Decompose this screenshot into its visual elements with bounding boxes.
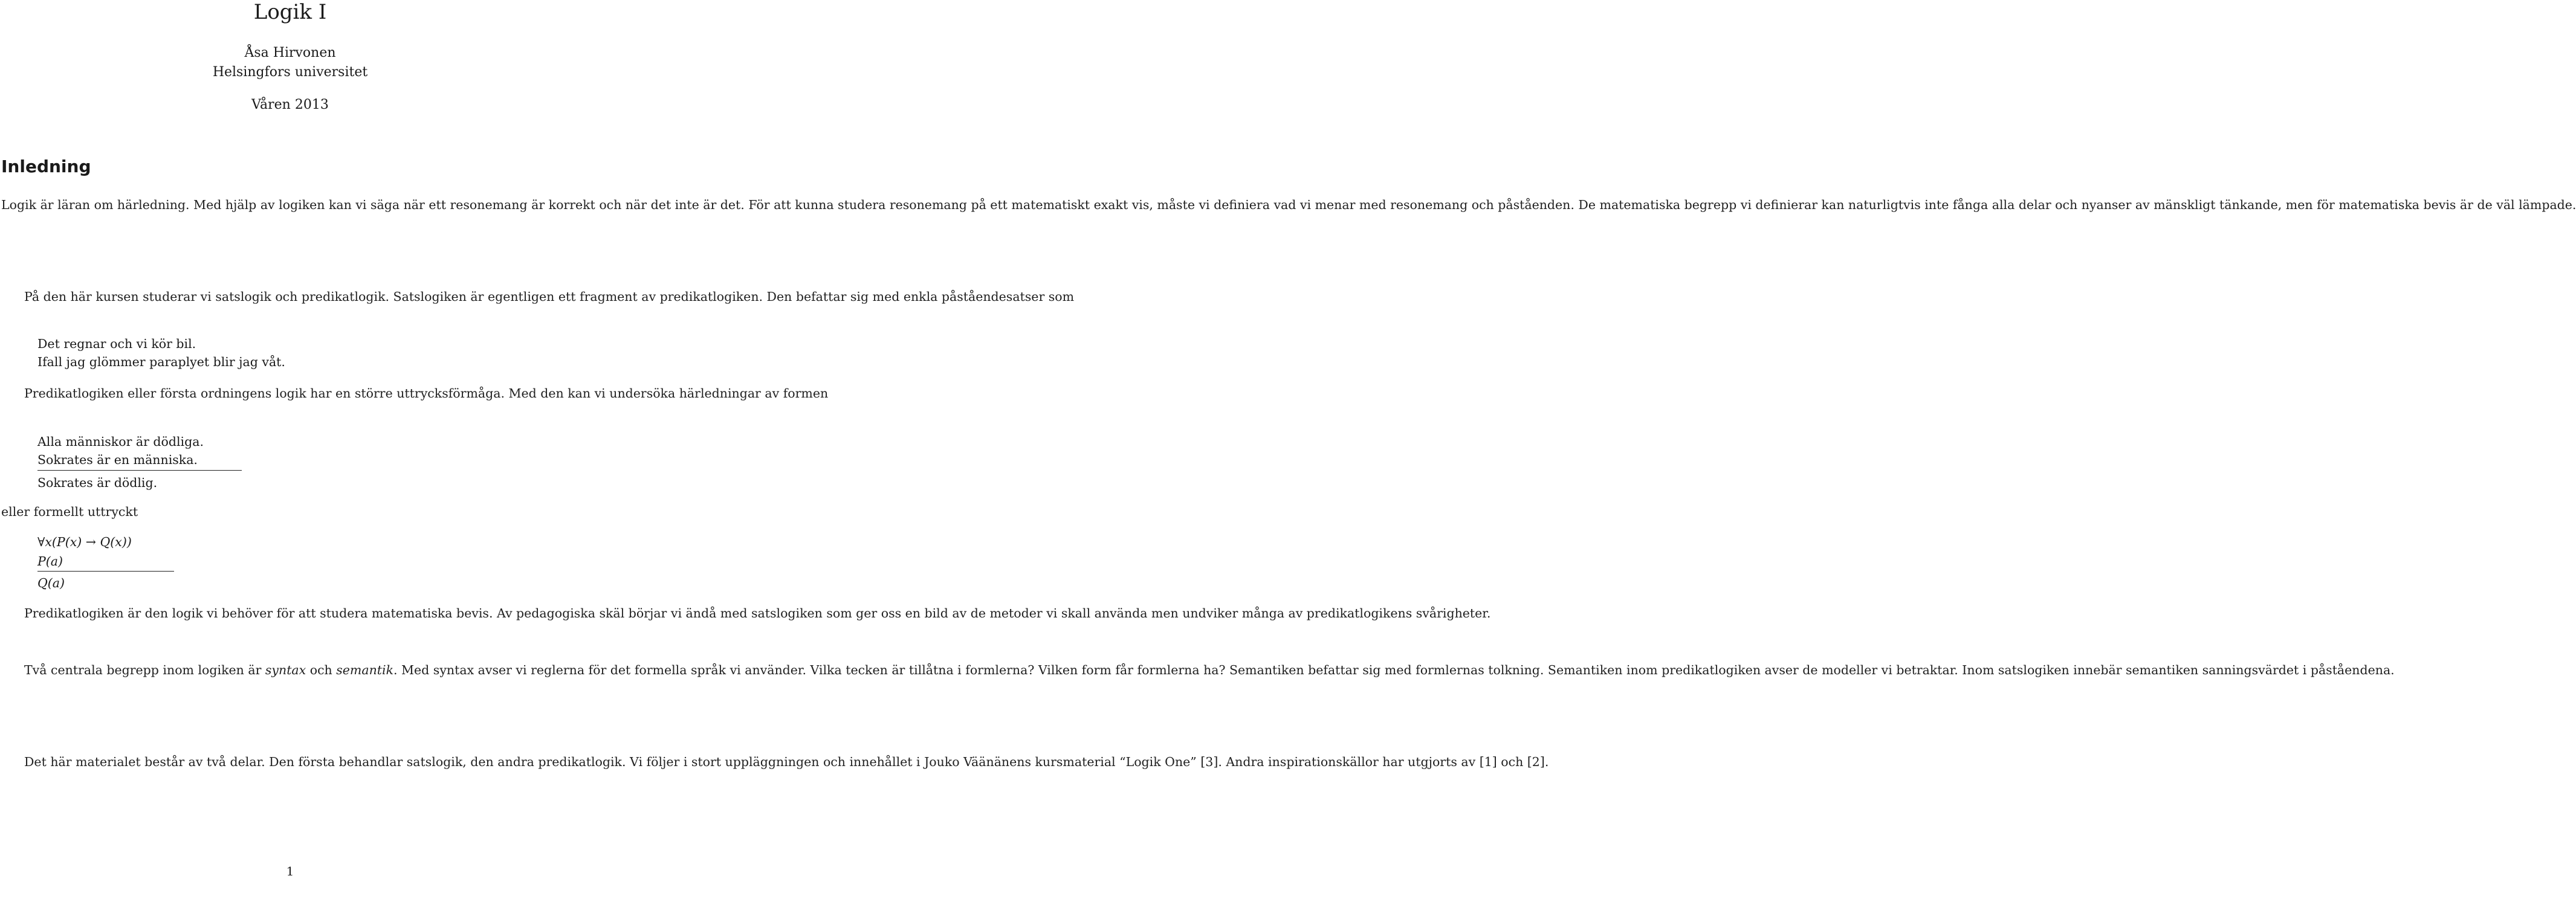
term-syntax: syntax (265, 663, 306, 677)
paragraph-7 (1, 753, 1549, 772)
syllogism-conclusion: Sokrates är dödlig. (37, 475, 158, 490)
example-sentence: Ifall jag glömmer paraplyet blir jag våt. (37, 355, 285, 369)
paragraph-text: Det här materialet består av två delar. Den första behandlar satslogik, den andra predikatlogik. Vi följer i stort uppläggningen och innehållet i Jouko Väänänens kursmaterial “Logik One” [3]. Andra inspirationskällor har utgjorts av [1] och [2]. (24, 755, 1549, 769)
inference-line (37, 571, 174, 572)
paragraph-2 (1, 288, 1075, 306)
paragraph-4 (1, 503, 580, 521)
paragraph-text: Logik är läran om härledning. Med hjälp av logiken kan vi säga när ett resonemang är korrekt och när det inte är det. För att kunna studera resonemang på ett matematiskt exakt vis, måste vi definiera vad vi menar med resonemang och påståenden. De matematiska begrepp vi definierar kan naturligtvis inte fånga alla delar och nyanser av mänskligt tänkande, men för matematiska bevis är de väl lämpade. (1, 198, 2576, 212)
paragraph-1 (1, 196, 2576, 214)
page-number: 1 (286, 864, 294, 878)
document-title: Logik I (253, 0, 327, 24)
paragraph-text: Två centrala begrepp inom logiken är syntax och semantik. Med syntax avser vi reglerna för det formella språk vi använder. Vilka tecken är tillåtna i formlerna? Vilken form får formlerna ha? Semantiken befattar sig med formlernas tolkning. Semantiken inom predikatlogiken avser de modeller vi betraktar. Inom satslogiken innebär semantiken sanningsvärdet i påståendena. (24, 663, 2395, 677)
date: Våren 2013 (251, 97, 329, 112)
paragraph-text: På den här kursen studerar vi satslogik och predikatlogik. Satslogiken är egentligen ett fragment av predikatlogiken. Den befattar sig med enkla påståendesatser som (24, 289, 1075, 304)
term-semantik: semantik (336, 663, 394, 677)
paragraph-text: eller formellt uttryckt (1, 504, 138, 519)
affiliation: Helsingfors universitet (212, 65, 368, 80)
author: Åsa Hirvonen (244, 45, 336, 60)
paragraph-text: Predikatlogiken eller första ordningens logik har en större uttrycksförmåga. Med den kan vi undersöka härledningar av formen (24, 386, 829, 401)
inference-line (37, 470, 242, 471)
paragraph-3 (1, 384, 829, 403)
paragraph-6 (1, 661, 2395, 680)
formula-premise: ∀x(P(x) → Q(x)) (37, 535, 132, 549)
syllogism-premise: Alla människor är dödliga. (37, 434, 204, 449)
formula-conclusion: Q(a) (37, 576, 65, 590)
paragraph-text: Predikatlogiken är den logik vi behöver för att studera matematiska bevis. Av pedagogiska skäl börjar vi ändå med satslogiken som ger oss en bild av de metoder vi skall använda men undviker många av predikatlogikens svårigheter. (24, 606, 1491, 620)
formula-premise: P(a) (37, 554, 63, 569)
paragraph-5 (1, 604, 1491, 623)
example-sentence: Det regnar och vi kör bil. (37, 337, 196, 351)
section-heading: Inledning (1, 156, 91, 176)
syllogism-premise: Sokrates är en människa. (37, 453, 198, 467)
